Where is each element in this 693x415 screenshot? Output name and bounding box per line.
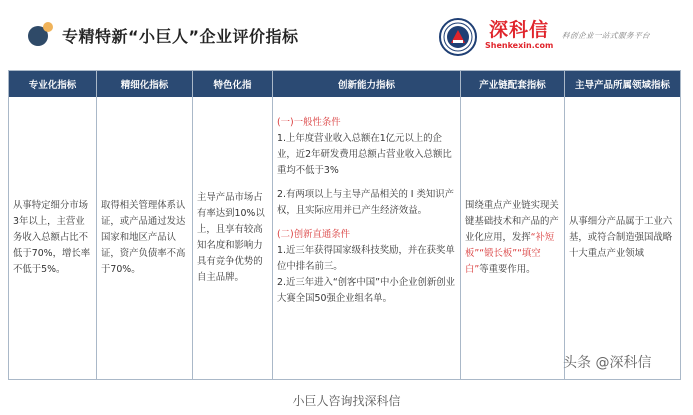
highlight-longboard: “锻长板” bbox=[479, 248, 518, 259]
column-header: 主导产品所属领域指标 bbox=[565, 71, 680, 97]
column-characteristic bbox=[193, 71, 273, 379]
column-header: 精细化指标 bbox=[97, 71, 192, 97]
innovation-content bbox=[277, 115, 456, 307]
highlight-shortboard: “补短板” bbox=[465, 232, 555, 259]
column-specialization bbox=[9, 71, 97, 379]
column-body: 取得相关管理体系认证，或产品通过发达国家和地区产品认证，资产负债率不高于70%。 bbox=[101, 200, 186, 275]
watermark: 头条 @深科信 bbox=[563, 355, 652, 371]
emblem-logo-icon bbox=[439, 18, 477, 56]
column-product-field bbox=[565, 71, 680, 379]
column-body: 主导产品市场占有率达到10%以上，且享有较高知名度和影响力具有竞争优势的自主品牌。 bbox=[197, 192, 265, 283]
general-conditions-title: (一)一般性条件 bbox=[277, 117, 341, 128]
chain-text-post: 等重要作用。 bbox=[479, 264, 536, 275]
general-condition-2: 2.有两项以上与主导产品相关的 I 类知识产权，且实际应用并已产生经济效益。 bbox=[277, 189, 455, 216]
column-body: 从事特定细分市场3年以上，主营业务收入总额占比不低于70%，增长率不低于5%。 bbox=[13, 200, 91, 275]
column-body: 从事细分产品属于工业六基，或符合制造强国战略十大重点产业领域 bbox=[569, 216, 673, 259]
chain-text-pre: 围绕重点产业链实现关键基础技术和产品的产业化应用，发挥 bbox=[465, 200, 559, 243]
general-condition-1: 1.上年度营业收入总额在1亿元以上的企业，近2年研发费用总额占营业收入总额比重均不低于3% bbox=[277, 133, 452, 176]
logo-accent-dot-icon bbox=[43, 22, 53, 32]
column-innovation bbox=[273, 71, 461, 379]
column-header: 产业链配套指标 bbox=[461, 71, 564, 97]
direct-condition-2: 2.近三年进入“创客中国”中小企业创新创业大赛全国50强企业组名单。 bbox=[277, 277, 456, 304]
image-caption: 小巨人咨询找深科信 bbox=[292, 394, 401, 408]
brand-name: 深科信 bbox=[489, 19, 550, 41]
brand-slogan: 科创企业一站式服务平台 bbox=[561, 31, 651, 40]
header bbox=[0, 0, 693, 64]
column-refinement bbox=[97, 71, 193, 379]
brand-url: Shenkexin.com bbox=[485, 41, 554, 50]
column-header: 创新能力指标 bbox=[273, 71, 460, 97]
page-title: 专精特新“小巨人”企业评价指标 bbox=[62, 27, 299, 46]
column-industry-chain bbox=[461, 71, 565, 379]
direct-conditions-title: (二)创新直通条件 bbox=[277, 229, 350, 240]
column-header: 特色化指 bbox=[193, 71, 272, 97]
criteria-table bbox=[8, 70, 681, 380]
highlight-fillblank: “填空白” bbox=[465, 248, 541, 275]
direct-condition-1: 1.近三年获得国家级科技奖励，并在获奖单位中排名前三。 bbox=[277, 245, 455, 272]
column-body bbox=[465, 198, 560, 278]
column-header: 专业化指标 bbox=[9, 71, 96, 97]
